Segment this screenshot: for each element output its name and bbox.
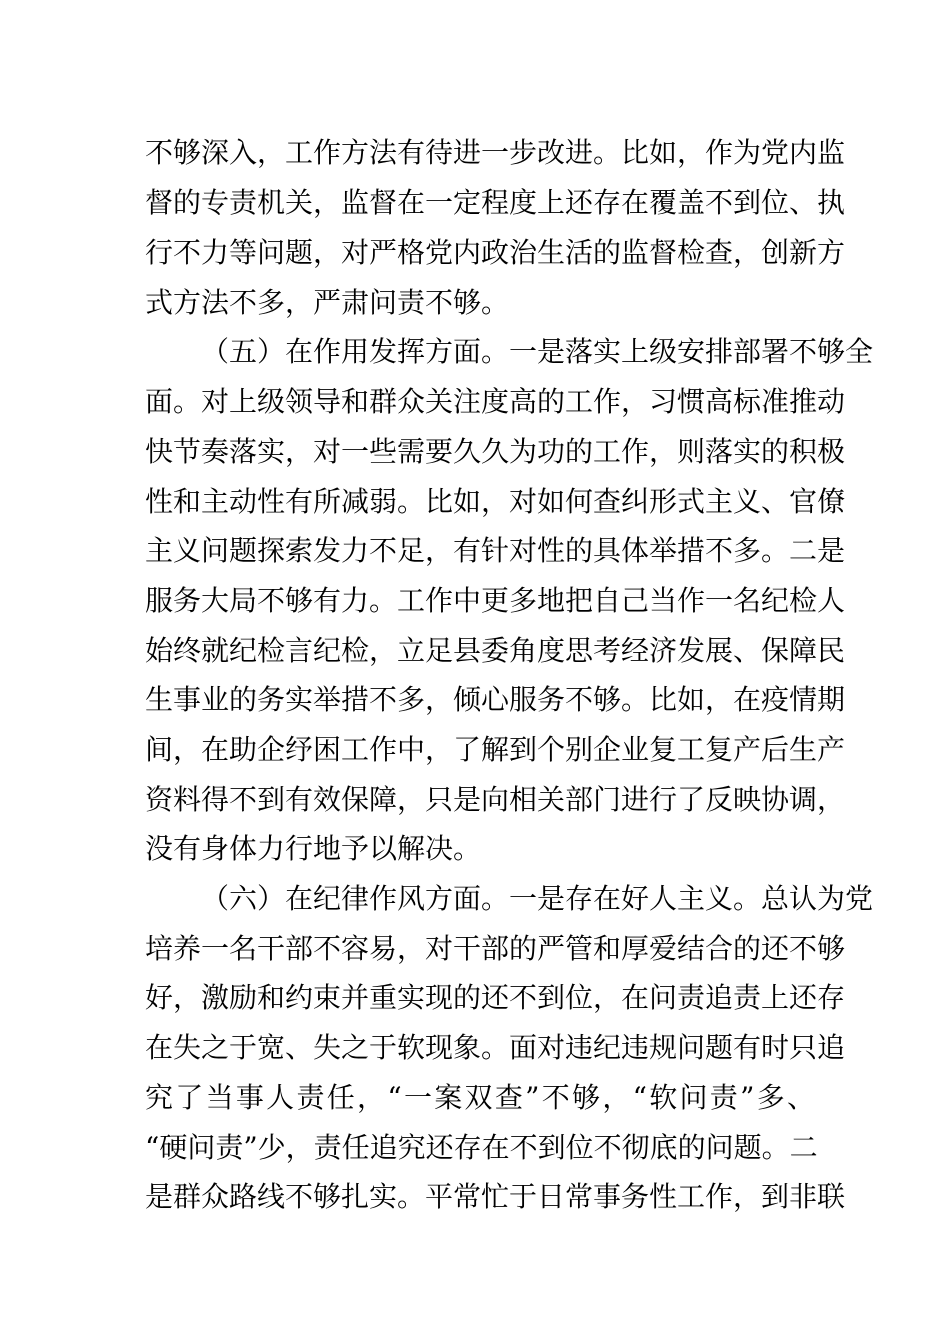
- text-line: 快节奏落实，对一些需要久久为功的工作，则落实的积极: [145, 435, 846, 468]
- text-line: 行不力等问题，对严格党内政治生活的监督检查，创新方: [145, 236, 846, 269]
- text-line: 主义问题探索发力不足，有针对性的具体举措不多。二是: [145, 534, 846, 567]
- text-line: 服务大局不够有力。工作中更多地把自己当作一名纪检人: [145, 584, 846, 617]
- text-line: 好，激励和约束并重实现的还不到位，在问责追责上还存: [145, 981, 846, 1014]
- paragraph-heading-line: （六）在纪律作风方面。一是存在好人主义。总认为党: [201, 882, 874, 915]
- text-line: 没有身体力行地予以解决。: [145, 832, 482, 865]
- text-line: 是群众路线不够扎实。平常忙于日常事务性工作，到非联: [145, 1180, 846, 1213]
- text-line: 面。对上级领导和群众关注度高的工作，习惯高标准推动: [145, 385, 846, 418]
- text-line: 性和主动性有所减弱。比如，对如何查纠形式主义、官僚: [145, 485, 846, 518]
- text-line: 督的专责机关，监督在一定程度上还存在覆盖不到位、执: [145, 186, 846, 219]
- text-line: “硬问责”少，责任追究还存在不到位不彻底的问题。二: [145, 1131, 818, 1164]
- text-line: 间，在助企纾困工作中，了解到个别企业复工复产后生产: [145, 733, 846, 766]
- text-line: 不够深入，工作方法有待进一步改进。比如，作为党内监: [145, 136, 846, 169]
- text-line: 生事业的务实举措不多，倾心服务不够。比如，在疫情期: [145, 683, 846, 716]
- text-line: 资料得不到有效保障，只是向相关部门进行了反映协调，: [145, 783, 846, 816]
- paragraph-heading-line: （五）在作用发挥方面。一是落实上级安排部署不够全: [201, 335, 874, 368]
- text-line: 在失之于宽、失之于软现象。面对违纪违规问题有时只追: [145, 1031, 846, 1064]
- text-line: 式方法不多，严肃问责不够。: [145, 286, 510, 319]
- text-line: 培养一名干部不容易，对干部的严管和厚爱结合的还不够: [145, 932, 846, 965]
- text-line: 始终就纪检言纪检，立足县委角度思考经济发展、保障民: [145, 634, 846, 667]
- text-line: 究了当事人责任，“一案双查”不够，“软问责”多、: [145, 1081, 815, 1114]
